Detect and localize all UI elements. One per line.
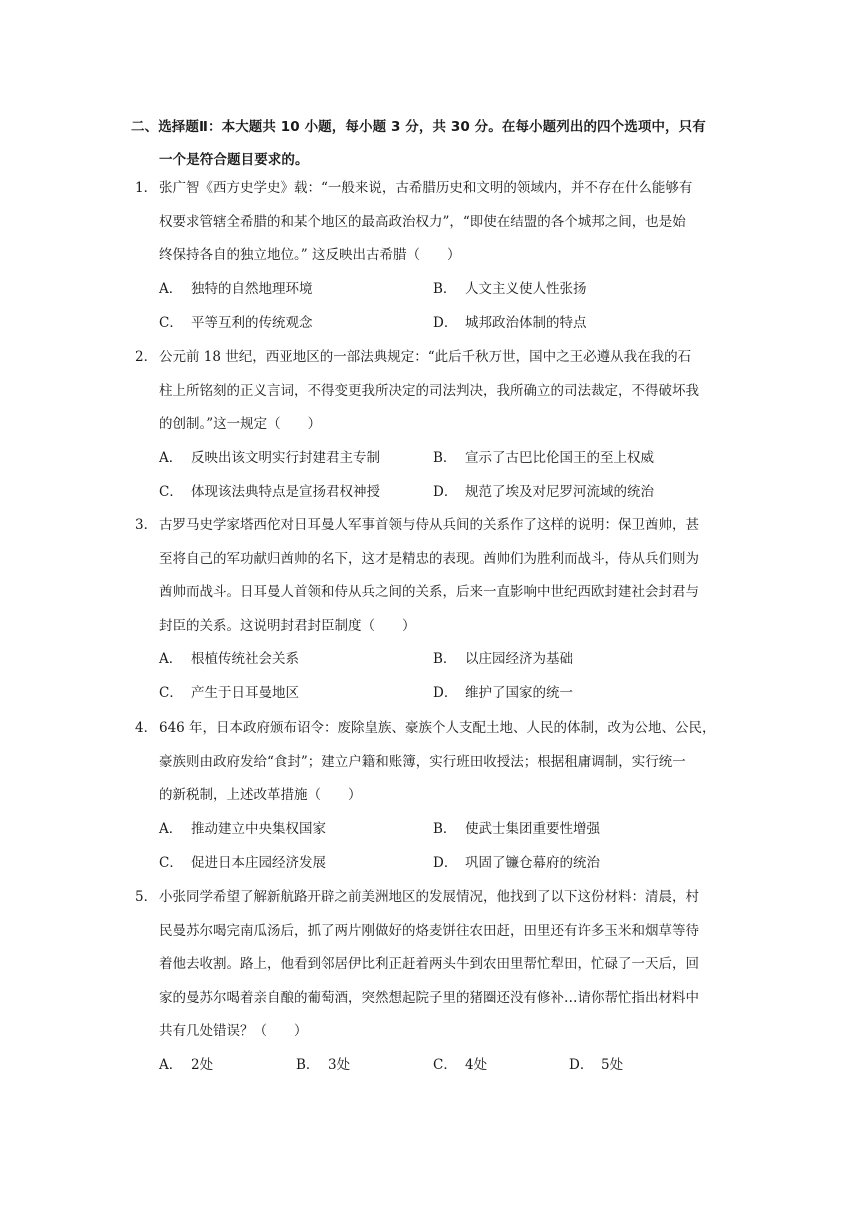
question-number: 2．	[135, 349, 158, 365]
question-stem-line: 至将自己的军功献归酋帅的名下，这才是精忠的表现。酋帅们为胜利而战斗，侍从兵们则为	[159, 550, 699, 567]
option-d[interactable]: D． 巩固了镰仓幕府的统治	[433, 854, 600, 871]
options-row	[135, 677, 735, 711]
question-stem-line: 4． 646 年，日本政府颁布诏令：废除皇族、豪族个人支配土地、人民的体制，改为公地、公民，	[135, 712, 735, 746]
question-2	[135, 341, 735, 510]
option-c[interactable]: C． 体现该法典特点是宣扬君权神授	[159, 483, 380, 500]
question-stem-line: 3． 古罗马史学家塔西佗对日耳曼人军事首领与侍从兵间的关系作了这样的说明：保卫酋帅，甚	[135, 509, 735, 543]
question-stem-line: 共有几处错误？（ ）	[159, 1023, 308, 1039]
question-stem-line: 1． 张广智《西方史学史》载：“一般来说，古希腊历史和文明的领域内，并不存在什么能够有	[135, 172, 735, 206]
options-row	[135, 273, 735, 307]
question-1	[135, 172, 735, 341]
question-4	[135, 712, 735, 881]
options-row	[135, 476, 735, 510]
option-a[interactable]: A． 反映出该文明实行封建君主专制	[159, 449, 380, 466]
question-number: 5．	[135, 889, 158, 905]
option-a[interactable]: A． 独特的自然地理环境	[159, 280, 313, 297]
section-heading-line-2: 一个是符合题目要求的。	[159, 152, 309, 168]
option-c[interactable]: C． 促进日本庄园经济发展	[159, 854, 326, 871]
question-stem-line: 终保持各自的独立地位。” 这反映出古希腊（ ）	[159, 247, 461, 263]
options-row	[135, 442, 735, 476]
option-c[interactable]: C． 平等互利的传统观念	[159, 314, 313, 331]
options-row	[135, 1049, 735, 1083]
option-d[interactable]: D． 城邦政治体制的特点	[433, 314, 587, 331]
question-number: 4．	[135, 720, 158, 736]
option-d[interactable]: D． 规范了埃及对尼罗河流域的统治	[433, 483, 654, 500]
question-stem-line: 的新税制，上述改革措施（ ）	[159, 787, 362, 803]
question-stem-line: 权要求管辖全希腊的和某个地区的最高政治权力”，“即使在结盟的各个城邦之间，也是始	[159, 213, 686, 230]
option-d[interactable]: D． 5处	[569, 1056, 624, 1073]
question-stem-line: 着他去收割。路上，他看到邻居伊比利正赶着两头牛到农田里帮忙犁田，忙碌了一天后，回	[159, 956, 699, 972]
question-stem-line: 2． 公元前 18 世纪，西亚地区的一部法典规定：“此后千秋万世，国中之王必遵从我在我的石	[135, 341, 735, 375]
section-heading	[131, 111, 731, 177]
option-d[interactable]: D． 维护了国家的统一	[433, 685, 573, 701]
options-row	[135, 813, 735, 847]
option-a[interactable]: A． 推动建立中央集权国家	[159, 820, 326, 837]
question-5	[135, 881, 735, 1083]
question-number: 3．	[135, 517, 158, 533]
question-stem-line: 民曼苏尔喝完南瓜汤后，抓了两片刚做好的烙麦饼往农田赶，田里还有许多玉米和烟草等待	[159, 922, 699, 939]
option-b[interactable]: B． 宣示了古巴比伦国王的至上权威	[433, 449, 654, 466]
options-row	[135, 307, 735, 341]
question-number: 1．	[135, 180, 158, 196]
option-c[interactable]: C． 产生于日耳曼地区	[159, 685, 299, 701]
option-a[interactable]: A． 2处	[159, 1056, 214, 1073]
question-stem-line: 5． 小张同学希望了解新航路开辟之前美洲地区的发展情况，他找到了以下这份材料：清晨，村	[135, 881, 735, 915]
option-b[interactable]: B． 人文主义使人性张扬	[433, 280, 587, 297]
option-b[interactable]: B． 以庄园经济为基础	[433, 651, 573, 667]
option-b[interactable]: B． 使武士集团重要性增强	[433, 820, 600, 837]
question-stem-line: 酋帅而战斗。日耳曼人首领和侍从兵之间的关系，后来一直影响中世纪西欧封建社会封君与	[159, 584, 699, 600]
question-3	[135, 509, 735, 711]
option-c[interactable]: C． 4处	[433, 1056, 488, 1073]
question-stem-line: 封臣的关系。这说明封君封臣制度（ ）	[159, 617, 416, 634]
option-b[interactable]: B． 3处	[296, 1056, 351, 1073]
question-stem-line: 柱上所铭刻的正义言词，不得变更我所决定的司法判决，我所确立的司法裁定，不得破坏我	[159, 382, 699, 399]
options-row	[135, 643, 735, 677]
options-row	[135, 847, 735, 881]
section-heading-line-1: 二、选择题Ⅱ：本大题共 10 小题，每小题 3 分，共 30 分。在每小题列出的四个选项中，只有	[131, 119, 706, 135]
question-stem-line: 豪族则由政府发给“食封”；建立户籍和账簿，实行班田收授法；根据租庸调制，实行统一	[159, 753, 686, 770]
question-stem-line: 的创制。”这一规定（ ）	[159, 416, 322, 432]
option-a[interactable]: A． 根植传统社会关系	[159, 651, 299, 667]
question-stem-line: 家的曼苏尔喝着亲自酿的葡萄酒，突然想起院子里的猪圈还没有修补…请你帮忙指出材料中	[159, 989, 699, 1006]
